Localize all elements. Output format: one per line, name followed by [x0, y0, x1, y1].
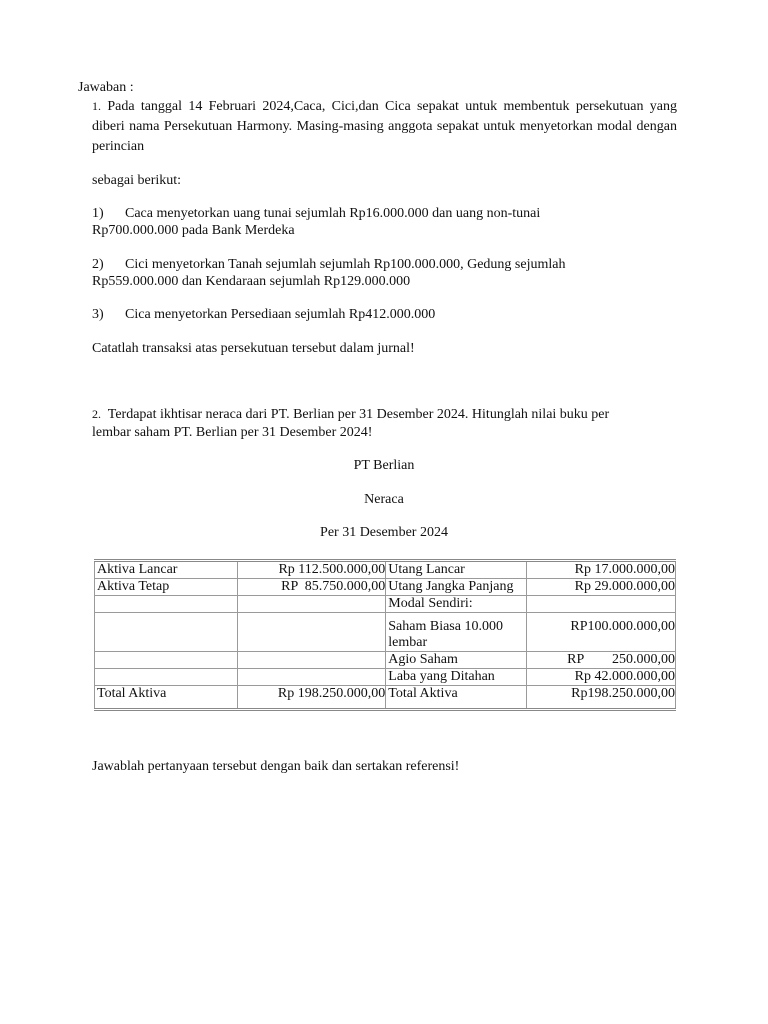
table-row — [95, 596, 676, 613]
table-cell — [237, 596, 386, 613]
question-1-instruction: Catatlah transaksi atas persekutuan tersebut dalam jurnal! — [92, 341, 415, 356]
balance-sheet-table — [94, 559, 676, 711]
table-cell: Modal Sendiri: — [386, 596, 527, 613]
list-item-number: 3) — [92, 307, 104, 322]
table-cell — [237, 613, 386, 652]
amount: 250.000,00 — [612, 652, 675, 667]
question-1-lead: sebagai berikut: — [92, 173, 182, 188]
list-item — [92, 205, 540, 239]
table-cell: Total Aktiva — [95, 686, 238, 710]
question-2-line-2: lembar saham PT. Berlian per 31 Desember 2024! — [92, 425, 373, 440]
question-2-text — [92, 406, 609, 423]
list-item — [92, 256, 565, 290]
closing-instruction: Jawablah pertanyaan tersebut dengan baik dan sertakan referensi! — [92, 759, 460, 774]
table-cell: Total Aktiva — [386, 686, 527, 710]
table-cell: Rp 198.250.000,00 — [237, 686, 386, 710]
table-cell: Rp 29.000.000,00 — [527, 579, 676, 596]
table-cell: RP100.000.000,00 — [527, 613, 676, 652]
table-row — [95, 686, 676, 710]
table-row — [95, 579, 676, 596]
table-cell: Aktiva Tetap — [95, 579, 238, 596]
list-item-text: Cici menyetorkan Tanah sejumlah sejumlah Rp100.000.000, Gedung sejumlah — [125, 257, 566, 272]
company-name: PT Berlian — [353, 458, 415, 473]
table-row — [95, 669, 676, 686]
question-1-number: 1. — [92, 99, 101, 113]
table-cell — [237, 652, 386, 669]
question-1-intro — [92, 96, 677, 157]
statement-date: Per 31 Desember 2024 — [320, 525, 448, 540]
question-1-text: Pada tanggal 14 Februari 2024,Caca, Cici,dan Cica sepakat untuk membentuk persekutuan yang diberi nama Persekutuan Harmony. Masing-masing anggota sepakat untuk menyetorkan modal dengan perincian — [92, 99, 677, 154]
table-cell: Utang Jangka Panjang — [386, 579, 527, 596]
table-row — [95, 613, 676, 652]
currency-prefix: RP — [567, 652, 585, 667]
table-cell: Rp 112.500.000,00 — [237, 561, 386, 579]
table-cell — [95, 613, 238, 652]
list-item-number: 1) — [92, 206, 104, 221]
question-2-number: 2. — [92, 407, 101, 421]
table-cell: Aktiva Lancar — [95, 561, 238, 579]
list-item-text: Caca menyetorkan uang tunai sejumlah Rp16.000.000 dan uang non-tunai — [125, 206, 541, 221]
table-cell: Rp 42.000.000,00 — [527, 669, 676, 686]
list-item-number: 2) — [92, 257, 104, 272]
list-item-text: Cica menyetorkan Persediaan sejumlah Rp412.000.000 — [125, 307, 436, 322]
table-row — [95, 652, 676, 669]
question-2-line-1: Terdapat ikhtisar neraca dari PT. Berlian per 31 Desember 2024. Hitunglah nilai buku per — [107, 407, 610, 422]
table-cell: Saham Biasa 10.000 lembar — [386, 613, 527, 652]
table-row — [95, 561, 676, 579]
table-cell: Rp 17.000.000,00 — [527, 561, 676, 579]
table-cell — [527, 596, 676, 613]
table-cell: Agio Saham — [386, 652, 527, 669]
statement-title: Neraca — [364, 492, 404, 507]
list-item-text-continued: Rp700.000.000 pada Bank Merdeka — [92, 223, 295, 238]
table-cell: Utang Lancar — [386, 561, 527, 579]
table-cell: Rp198.250.000,00 — [527, 686, 676, 710]
table-cell — [95, 669, 238, 686]
list-item-text-continued: Rp559.000.000 dan Kendaraan sejumlah Rp129.000.000 — [92, 274, 411, 289]
table-cell: Laba yang Ditahan — [386, 669, 527, 686]
table-cell: RP 85.750.000,00 — [237, 579, 386, 596]
list-item — [92, 306, 435, 323]
table-cell — [95, 652, 238, 669]
table-cell — [237, 669, 386, 686]
answer-heading: Jawaban : — [78, 80, 134, 95]
table-cell — [95, 596, 238, 613]
table-cell — [527, 652, 676, 669]
